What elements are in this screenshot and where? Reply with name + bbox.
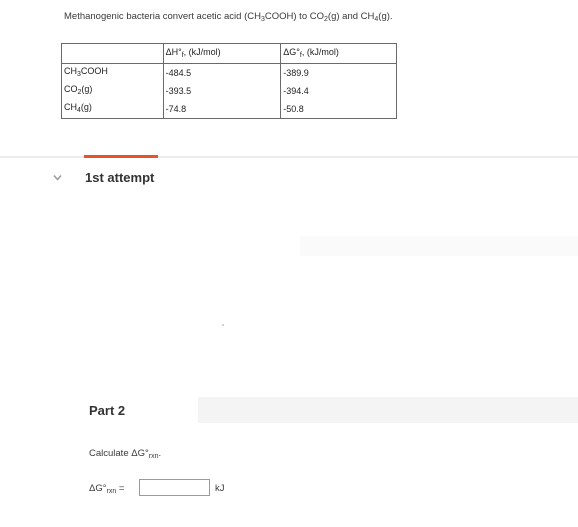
gibbs-cell: -389.9	[281, 64, 397, 83]
faint-artifact	[222, 324, 224, 326]
enthalpy-cell: -393.5	[163, 82, 281, 100]
gibbs-cell: -394.4	[281, 82, 397, 100]
table-row	[62, 82, 397, 100]
table-header-gibbs: $\Delta G^\circ_f$, (kJ/mol)	[281, 44, 397, 64]
answer-label: $\Delta G^\circ_{rxn}$ =	[89, 483, 125, 495]
compound-cell: $CO_2(g)$	[62, 82, 164, 100]
table-header-enthalpy: $\Delta H^\circ_f$, (kJ/mol)	[163, 44, 281, 64]
unit-label: kJ	[215, 483, 225, 494]
problem-statement: Methanogenic bacteria convert acetic acid $(CH_3COOH)$ to $CO_2(g)$ and $CH_4(g)$.	[64, 11, 393, 23]
thermo-data-table	[61, 43, 397, 119]
table-header-row	[62, 44, 397, 64]
part-instruction: Calculate $\Delta G^\circ_{rxn}$.	[89, 448, 162, 460]
compound-cell: $CH_3COOH$	[62, 64, 164, 83]
chevron-down-icon[interactable]	[53, 173, 62, 183]
enthalpy-cell: -484.5	[163, 64, 281, 83]
gibbs-cell: -50.8	[281, 100, 397, 119]
attempt-toggle[interactable]: 1st attempt	[85, 170, 155, 185]
faded-region	[300, 236, 578, 256]
enthalpy-cell: -74.8	[163, 100, 281, 119]
compound-cell: $CH_4(g)$	[62, 100, 164, 119]
table-row	[62, 64, 397, 83]
part-title: Part 2	[89, 403, 126, 418]
table-row	[62, 100, 397, 119]
active-attempt-indicator	[84, 155, 158, 158]
part-header-band	[198, 397, 578, 423]
delta-g-rxn-input[interactable]	[139, 479, 210, 496]
table-header-compound	[62, 44, 164, 64]
